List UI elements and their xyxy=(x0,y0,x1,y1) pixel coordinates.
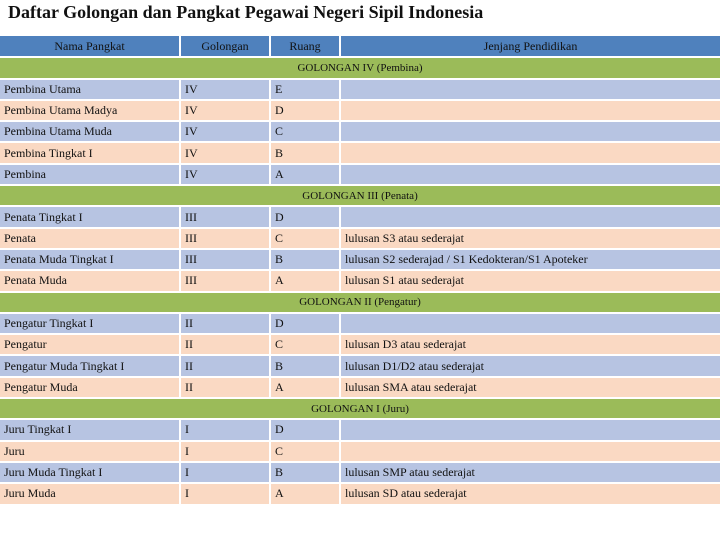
table-row xyxy=(0,377,720,398)
table-row xyxy=(0,419,720,440)
cell-golongan: III xyxy=(180,270,270,291)
cell-golongan: I xyxy=(180,441,270,462)
cell-golongan: IV xyxy=(180,142,270,163)
cell-golongan: III xyxy=(180,228,270,249)
group-band-label: GOLONGAN I (Juru) xyxy=(0,398,720,419)
cell-ruang: E xyxy=(270,79,340,100)
cell-ruang: A xyxy=(270,164,340,185)
cell-nama-pangkat: Pengatur xyxy=(0,334,180,355)
table-row xyxy=(0,483,720,504)
group-band-label: GOLONGAN III (Penata) xyxy=(0,185,720,206)
cell-jenjang-pendidikan: lulusan D3 atau sederajat xyxy=(340,334,720,355)
cell-nama-pangkat: Pembina Utama Madya xyxy=(0,100,180,121)
cell-golongan: IV xyxy=(180,164,270,185)
table-row xyxy=(0,355,720,376)
cell-nama-pangkat: Penata Muda Tingkat I xyxy=(0,249,180,270)
cell-jenjang-pendidikan: lulusan S2 sederajad / S1 Kedokteran/S1 Apoteker xyxy=(340,249,720,270)
group-band-row xyxy=(0,185,720,206)
table-row xyxy=(0,206,720,227)
cell-ruang: B xyxy=(270,355,340,376)
cell-jenjang-pendidikan xyxy=(340,100,720,121)
cell-jenjang-pendidikan: lulusan D1/D2 atau sederajat xyxy=(340,355,720,376)
cell-jenjang-pendidikan xyxy=(340,441,720,462)
cell-nama-pangkat: Pengatur Muda xyxy=(0,377,180,398)
group-band-row xyxy=(0,398,720,419)
table-row xyxy=(0,441,720,462)
cell-ruang: C xyxy=(270,334,340,355)
cell-nama-pangkat: Pembina Tingkat I xyxy=(0,142,180,163)
table-row xyxy=(0,334,720,355)
cell-jenjang-pendidikan: lulusan SMA atau sederajat xyxy=(340,377,720,398)
cell-nama-pangkat: Penata xyxy=(0,228,180,249)
cell-ruang: D xyxy=(270,419,340,440)
cell-jenjang-pendidikan: lulusan S3 atau sederajat xyxy=(340,228,720,249)
cell-golongan: II xyxy=(180,377,270,398)
group-band-label: GOLONGAN IV (Pembina) xyxy=(0,57,720,78)
table-row xyxy=(0,79,720,100)
cell-nama-pangkat: Juru Muda Tingkat I xyxy=(0,462,180,483)
rank-table-body xyxy=(0,36,720,505)
cell-ruang: B xyxy=(270,249,340,270)
table-row xyxy=(0,100,720,121)
table-row xyxy=(0,249,720,270)
cell-jenjang-pendidikan xyxy=(340,419,720,440)
cell-golongan: III xyxy=(180,249,270,270)
cell-jenjang-pendidikan xyxy=(340,206,720,227)
cell-jenjang-pendidikan: lulusan SMP atau sederajat xyxy=(340,462,720,483)
cell-golongan: I xyxy=(180,462,270,483)
cell-golongan: IV xyxy=(180,79,270,100)
table-row xyxy=(0,270,720,291)
cell-golongan: II xyxy=(180,313,270,334)
cell-golongan: IV xyxy=(180,100,270,121)
cell-golongan: I xyxy=(180,419,270,440)
cell-ruang: A xyxy=(270,270,340,291)
table-row xyxy=(0,462,720,483)
table-header-row xyxy=(0,36,720,57)
cell-nama-pangkat: Juru Tingkat I xyxy=(0,419,180,440)
table-row xyxy=(0,228,720,249)
cell-ruang: D xyxy=(270,206,340,227)
cell-nama-pangkat: Penata Tingkat I xyxy=(0,206,180,227)
cell-jenjang-pendidikan: lulusan S1 atau sederajat xyxy=(340,270,720,291)
group-band-row xyxy=(0,57,720,78)
cell-ruang: B xyxy=(270,142,340,163)
cell-jenjang-pendidikan xyxy=(340,313,720,334)
table-row xyxy=(0,164,720,185)
group-band-row xyxy=(0,292,720,313)
cell-ruang: D xyxy=(270,313,340,334)
cell-golongan: IV xyxy=(180,121,270,142)
cell-ruang: D xyxy=(270,100,340,121)
cell-nama-pangkat: Penata Muda xyxy=(0,270,180,291)
cell-ruang: C xyxy=(270,228,340,249)
header-nama-pangkat: Nama Pangkat xyxy=(0,36,180,57)
cell-nama-pangkat: Pengatur Muda Tingkat I xyxy=(0,355,180,376)
cell-ruang: A xyxy=(270,483,340,504)
table-row xyxy=(0,313,720,334)
cell-jenjang-pendidikan xyxy=(340,142,720,163)
cell-jenjang-pendidikan xyxy=(340,121,720,142)
cell-golongan: II xyxy=(180,334,270,355)
cell-nama-pangkat: Pembina xyxy=(0,164,180,185)
cell-golongan: II xyxy=(180,355,270,376)
page-title: Daftar Golongan dan Pangkat Pegawai Negeri Sipil Indonesia xyxy=(8,2,484,22)
cell-golongan: III xyxy=(180,206,270,227)
cell-nama-pangkat: Juru xyxy=(0,441,180,462)
cell-jenjang-pendidikan: lulusan SD atau sederajat xyxy=(340,483,720,504)
cell-nama-pangkat: Pembina Utama xyxy=(0,79,180,100)
cell-ruang: C xyxy=(270,441,340,462)
cell-nama-pangkat: Pembina Utama Muda xyxy=(0,121,180,142)
cell-ruang: B xyxy=(270,462,340,483)
cell-golongan: I xyxy=(180,483,270,504)
cell-jenjang-pendidikan xyxy=(340,79,720,100)
cell-jenjang-pendidikan xyxy=(340,164,720,185)
header-golongan: Golongan xyxy=(180,36,270,57)
header-jenjang-pendidikan: Jenjang Pendidikan xyxy=(340,36,720,57)
header-ruang: Ruang xyxy=(270,36,340,57)
group-band-label: GOLONGAN II (Pengatur) xyxy=(0,292,720,313)
cell-ruang: A xyxy=(270,377,340,398)
table-row xyxy=(0,142,720,163)
table-row xyxy=(0,121,720,142)
cell-nama-pangkat: Juru Muda xyxy=(0,483,180,504)
cell-nama-pangkat: Pengatur Tingkat I xyxy=(0,313,180,334)
cell-ruang: C xyxy=(270,121,340,142)
rank-table xyxy=(0,36,720,506)
